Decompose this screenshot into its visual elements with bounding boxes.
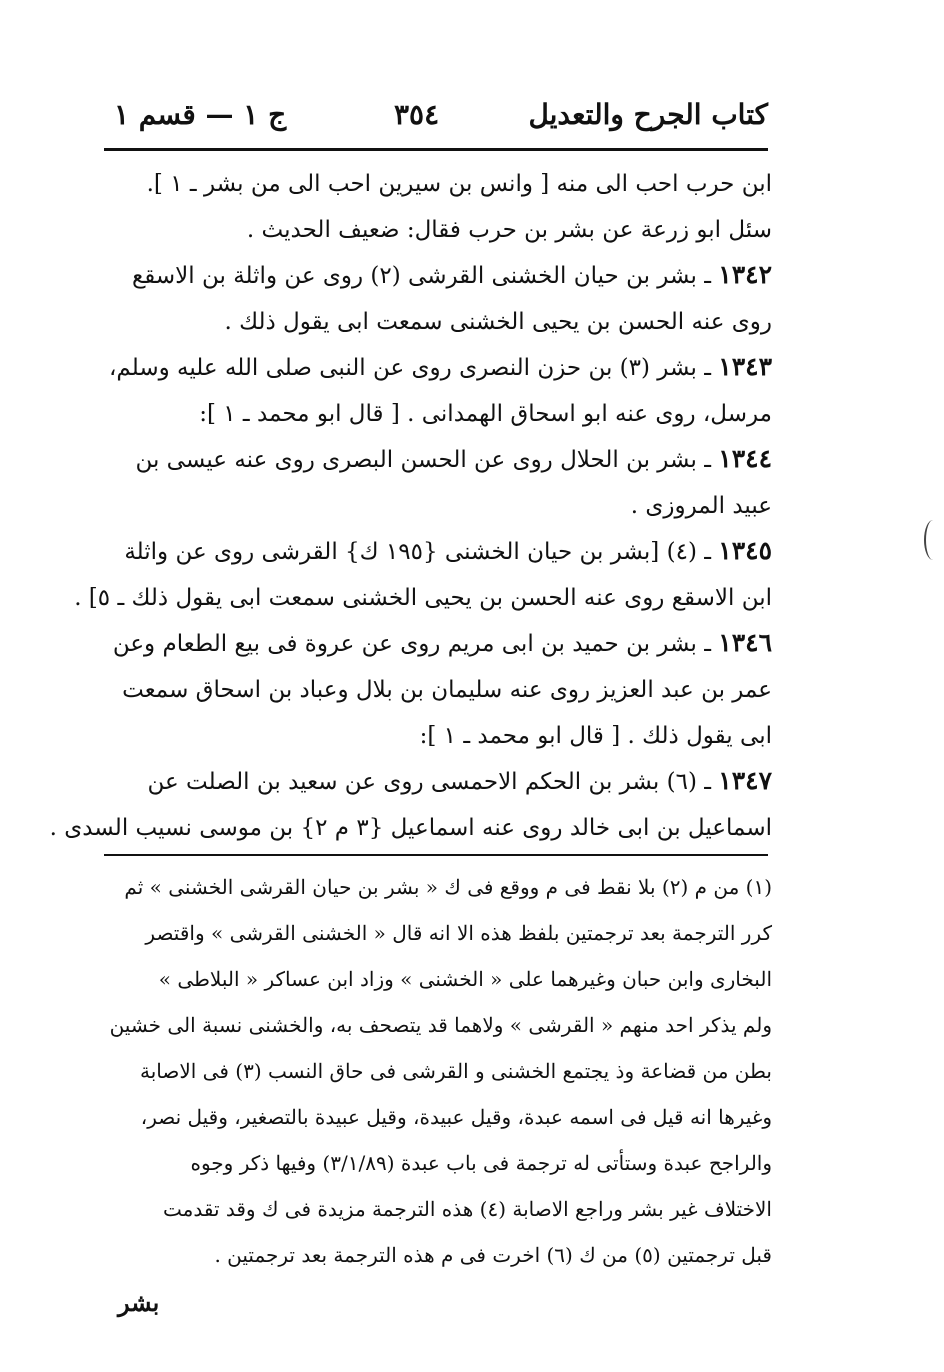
text-line — [112, 298, 772, 344]
line-text: اسماعيل بن ابى خالد روى عنه اسماعيل {٣ م ٢} بن موسى نسيب السدى . — [49, 815, 772, 841]
footnote-line: قبل ترجمتين (٥) من ك (٦) اخرت فى م هذه الترجمة بعد ترجمتين . — [214, 1243, 772, 1267]
line-text: ـ بشر بن حيان الخشنى القرشى (٢) روى عن واثلة بن الاسقع — [132, 263, 719, 289]
page-edge-mark — [924, 520, 942, 560]
line-text: ابن حرب احب الى منه [ وانس بن سيرين احب الى من بشر ـ ١ ]. — [146, 171, 772, 197]
line-text: عبيد المروزى . — [630, 493, 772, 519]
text-line — [112, 390, 772, 436]
footnote-line: وغيرها انه قيل فى اسمه عبدة، وقيل عبيدة، وقيل عبيدة بالتصغير، وقيل نصر، — [140, 1105, 772, 1129]
header-rule — [104, 148, 768, 151]
text-line — [112, 712, 772, 758]
text-line — [109, 344, 772, 390]
page-header — [104, 92, 768, 142]
line-text: ـ (٤) [بشر بن حيان الخشنى {١٩٥ ك} القرشى روى عن واثلة — [124, 539, 719, 565]
line-text: روى عنه الحسن بن يحيى الخشنى سمعت ابى يقول ذلك . — [224, 309, 772, 335]
line-text: ابى يقول ذلك . [ قال ابو محمد ـ ١ ]: — [419, 723, 772, 749]
text-line — [112, 160, 772, 206]
entry-number: ١٣٤٥ — [718, 536, 772, 565]
footnotes — [109, 864, 772, 1278]
entry-number: ١٣٤٢ — [718, 260, 772, 289]
book-title: كتاب الجرح والتعديل — [528, 98, 768, 131]
entry-number: ١٣٤٦ — [718, 628, 772, 657]
footnote-line: الاختلاف غير بشر وراجع الاصابة (٤) هذه الترجمة مزيدة فى ك وقد تقدمت — [162, 1197, 772, 1221]
main-text — [49, 160, 772, 850]
line-text: ـ (٦) بشر بن الحكم الاحمسى روى عن سعيد بن الصلت عن — [147, 769, 719, 795]
volume-part: ج ١ — قسم ١ — [114, 98, 287, 131]
line-text: عمر بن عبد العزيز روى عنه سليمان بن بلال وعباد بن اسحاق سمعت — [122, 677, 772, 703]
page-number: ٣٥٤ — [394, 98, 440, 131]
line-text: مرسل، روى عنه ابو اسحاق الهمدانى . [ قال ابو محمد ـ ١ ]: — [199, 401, 772, 427]
footnote-line: والراجح عبدة وستأتى له ترجمة فى باب عبدة (٣/١/٨٩) وفيها ذكر وجوه — [190, 1151, 772, 1175]
text-line — [112, 482, 772, 528]
footnote-line: (١) من م (٢) بلا نقط فى م ووقع فى ك « بشر بن حيان القرشى الخشنى » ثم — [124, 875, 772, 899]
entry-number: ١٣٤٣ — [718, 352, 772, 381]
footnote-rule — [104, 854, 768, 856]
text-line — [112, 436, 772, 482]
line-text: ـ بشر بن حميد بن ابى مريم روى عن عروة فى بيع الطعام وعن — [112, 631, 719, 657]
text-line — [49, 804, 772, 850]
line-text: ابن الاسقع روى عنه الحسن بن يحيى الخشنى سمعت ابى يقول ذلك ـ ٥] . — [74, 585, 772, 611]
footnote-line: ولم يذكر احد منهم « القرشى » ولاهما قد يتصحف به، والخشنى نسبة الى خشين — [109, 1013, 772, 1037]
entry-number: ١٣٤٧ — [718, 766, 772, 795]
text-line — [112, 666, 772, 712]
footnote-line: كرر الترجمة بعد ترجمتين بلفظ هذه الا انه قال « الخشنى القرشى » واقتصر — [145, 921, 772, 945]
text-line — [74, 574, 772, 620]
entry-number: ١٣٤٤ — [718, 444, 772, 473]
text-line — [112, 620, 772, 666]
line-text: ـ بشر بن الحلال روى عن الحسن البصرى روى عنه عيسى بن — [135, 447, 719, 473]
catchword: بشر — [118, 1288, 160, 1317]
text-line — [112, 252, 772, 298]
line-text: ـ بشر (٣) بن حزن النصرى روى عن النبى صلى الله عليه وسلم، — [109, 355, 719, 381]
footnote-line: بطن من قضاعة وذ يجتمع الخشنى و القرشى فى حاق النسب (٣) فى الاصابة — [139, 1059, 772, 1083]
text-line — [112, 528, 772, 574]
text-line — [112, 206, 772, 252]
text-line — [112, 758, 772, 804]
footnote-line: البخارى وابن حبان وغيرهما على « الخشنى » وزاد ابن عساكر « البلاطى » — [158, 967, 772, 991]
line-text: سئل ابو زرعة عن بشر بن حرب فقال: ضعيف الحديث . — [246, 217, 772, 243]
